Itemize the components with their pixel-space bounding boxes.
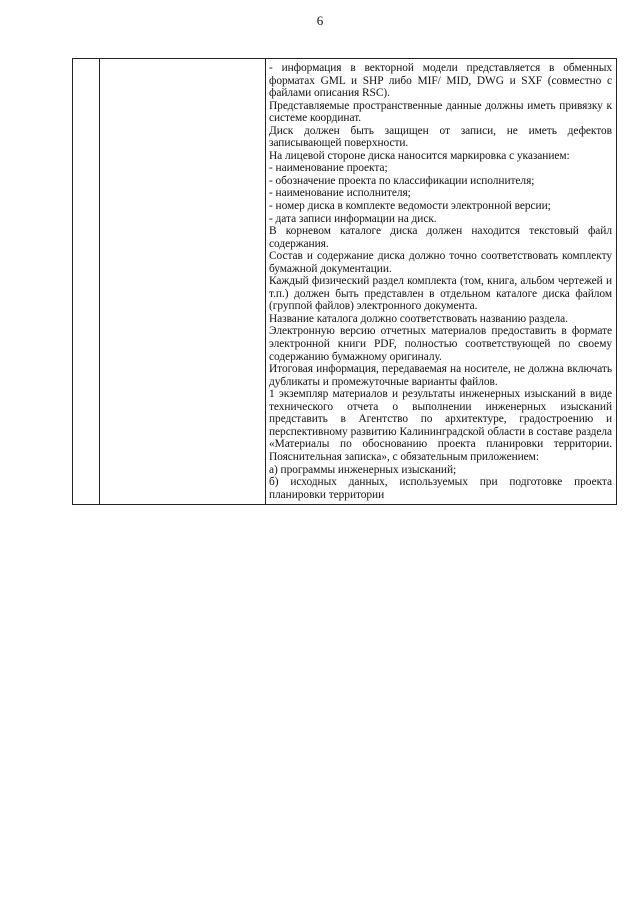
paragraph-root-catalog: В корневом каталоге диска должен находится текстовый файл содержания. [269, 225, 612, 250]
row-content-cell [266, 59, 617, 505]
paragraph-report-copy: 1 экземпляр материалов и результаты инженерных изысканий в виде технического отчета о выполнении инженерных изысканий представить в Агентство по архитектуре, градостроению и перспективному развитию Калининградской области в составе раздела «Материалы по обоснованию проекта планировки территории. Пояснительная записка», с обязательным приложением: [269, 388, 612, 463]
paragraph-vector-formats: - информация в векторной модели представляется в обменных форматах GML и SHP либо MIF/ MID, DWG и SXF (совместно с файлами описания RSC). [269, 62, 612, 100]
table-row [73, 59, 617, 505]
row-number-cell [73, 59, 100, 505]
paragraph-coordinate-binding: Представляемые пространственные данные должны иметь привязку к системе координат. [269, 99, 612, 125]
list-item: а) программы инженерных изысканий; [269, 463, 457, 476]
paragraph-final-info: Итоговая информация, передаваемая на носителе, не должна включать дубликаты и промежуточные варианты файлов. [269, 363, 612, 388]
list-item: - дата записи информации на диск. [269, 212, 437, 225]
list-item: - обозначение проекта по классификации исполнителя; [269, 174, 535, 187]
list-item: - наименование проекта; [269, 162, 388, 175]
paragraph-catalog-name: Название каталога должно соответствовать названию раздела. [269, 312, 568, 325]
page-number: 6 [316, 13, 324, 28]
paragraph-write-protection: Диск должен быть защищен от записи, не иметь дефектов записывающей поверхности. [269, 124, 612, 150]
requirements-table [72, 58, 617, 505]
list-item: б) исходных данных, используемых при подготовке проекта планировки территории [269, 476, 612, 501]
paragraph-marking-intro: На лицевой стороне диска наносится маркировка с указанием: [269, 149, 570, 162]
list-item: - номер диска в комплекте ведомости электронной версии; [269, 200, 551, 213]
paragraph-pdf-version: Электронную версию отчетных материалов предоставить в формате электронной книги PDF, полностью соответствующей по своему содержанию бумажному оригиналу. [269, 325, 612, 363]
row-title-cell [100, 59, 266, 505]
paragraph-physical-section: Каждый физический раздел комплекта (том, книга, альбом чертежей и т.п.) должен быть представлен в отдельном каталоге диска файлом (группой файлов) электронного документа. [269, 275, 612, 313]
list-item: - наименование исполнителя; [269, 187, 411, 200]
paragraph-disk-contents: Состав и содержание диска должно точно соответствовать комплекту бумажной документации. [269, 250, 612, 275]
